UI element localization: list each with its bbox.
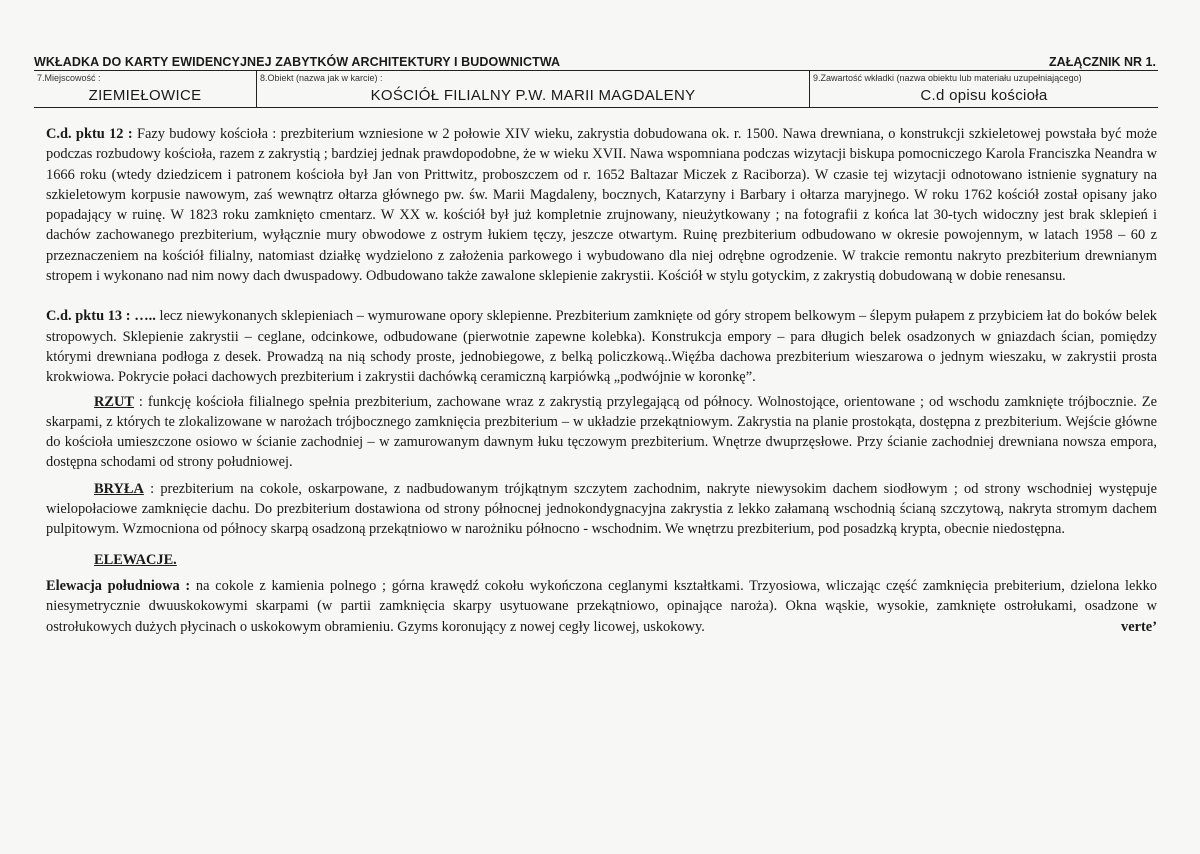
section-pkt13: [46, 306, 1157, 387]
section-lead: Elewacja południowa :: [46, 577, 191, 594]
section-text: lecz niewykonanych sklepieniach – wymurowane opory sklepienne. Prezbiterium zamknięte od góry stropem belkowym – ślepym pułapem z przybiciem łat do boków belek stropowych. Sklepienie zakrystii – ceglane, odcinkowe, odbudowane (pierwotnie zapewne kolebka). Konstrukcja empory – para długich belek osadzonych w gniazdach ścian, pomiędzy którymi drewniana podłoga z desek. Prowadzą na nią schody proste, jednobiegowe, z belką policzkową..Więźba dachowa prezbiterium wieszarowa o jednym wieszaku, w zakrystii prosta krokwiowa. Pokrycie połaci dachowych prezbiterium i zakrystii dachówką ceramiczną karpiówką „podwójnie w koronkę”.: [46, 308, 1157, 386]
document-body: [46, 124, 1157, 637]
section-heading: BRYŁA: [94, 480, 144, 497]
annex-number: ZAŁĄCZNIK NR 1.: [1049, 55, 1156, 69]
section-pkt12: [46, 124, 1157, 286]
section-text: Fazy budowy kościoła : prezbiterium wzniesione w 2 połowie XIV wieku, zakrystia dobudowana ok. r. 1500. Nawa drewniana, o konstrukcji szkieletowej powstała być może podczas rozbudowy kościoła, razem z zakrystią ; bardziej jednak prawdopodobne, że w wieku XVII. Nawa wspomniana podczas wizytacji biskupa pomocniczego Karola Franciszka Neandra w 1666 roku (wtedy dziedzicem i patronem kościoła był Jan von Prittwitz, proboszczem od r. 1652 Baltazar Miczek z Raciborza). W czasie tej wizytacji odnotowano istnienie sygnatury na szkieletowym korpusie nawowym, zaś wewnątrz ołtarza głównego pw. św. Marii Magdaleny, bocznych, Katarzyny i Barbary i ołtarza maryjnego. W roku 1762 kościół został opisany jako popadający w ruinę. W 1823 roku zamknięto cmentarz. W XX w. kościół był już kompletnie zrujnowany, nieużytkowany ; na fotografii z końca lat 30-tych widoczny jest brak sklepień i dachów zachowanego prezbiterium, wyłącznie mury obwodowe z ostrym łukiem tęczy, jeszcze otwartym. Ruinę prezbiterium odbudowano w okresie powojennym, w latach 1958 – 60 z przeznaczeniem na kościół filialny, natomiast działkę wydzielono z założenia parkowego i wybudowano dla niej odrębne ogrodzenie. W trakcie remontu nakryto prezbiterium drewnianym stropem i wykonano nad nim nowy dach dwuspadowy. Odbudowano także zawalone sklepienie zakrystii. Kościół w stylu gotyckim, z zakrystią dobudowaną w dobie renesansu.: [46, 126, 1157, 285]
section-lead: C.d. pktu 13 : …..: [46, 308, 156, 325]
section-text: na cokole z kamienia polnego ; górna krawędź cokołu wykończona ceglanymi kształtkami. Trzyosiowa, wliczając część zamknięcia prebiterium, dzielona lekko niesymetrycznie dwuuskokowymi skarpami (w partii zamknięcia skarpy usytuowane przekątniowo, opinające naroża). Okna wąskie, wysokie, zamknięte ostrołukami, osadzone w ostrołukowych dużych płycinach o uskokowym obramieniu. Gzyms koronujący z nowej cegły licowej, uskokowy.: [46, 577, 1157, 635]
section-text: : prezbiterium na cokole, oskarpowane, z nadbudowanym trójkątnym szczytem zachodnim, nakryte niewysokim dachem siodłowym ; od strony wschodniej występuje wielopołaciowe zamknięcie dachu. Do prezbiterium dostawiona od strony północnej jednokondygnacyjna zakrystia z lekko załamaną wschodnią ścianą szczytową, nakryta stromym dachem pulpitowym. Wzmocniona od północy skarpą osadzoną przekątniowo w narożniku północno - wschodnim. We wnętrzu prezbiterium, pod posadzką krypta, obecnie niedostępna.: [46, 480, 1157, 538]
verte-marker: verte’: [1121, 618, 1157, 635]
section-rzut: [46, 392, 1157, 473]
section-text: : funkcję kościoła filialnego spełnia prezbiterium, zachowane wraz z zakrystią przylegającą od północy. Wolnostojące, orientowane ; od wschodu zamknięte trójbocznie. Ze skarpami, z których te zlokalizowane w narożach trójbocznego zamknięcia prezbiterium – w układzie przekątniowym. Zakrystia na planie prostokąta, dostępna z prezbiterium. Wejście główne do kościoła umieszczone osiowo w ścianie zachodniej – w zamurowanym dawnym łuku tęczowym prezbiterium. Wnętrze dwuprzęsłowe. Przy ścianie zachodniej drewniana nowsza empora, dostępna schodami od strony południowej.: [46, 393, 1157, 471]
field-label: 9.Zawartość wkładki (nazwa obiektu lub materiału uzupełniającego): [813, 73, 1082, 83]
form-title: WKŁADKA DO KARTY EWIDENCYJNEJ ZABYTKÓW ARCHITEKTURY I BUDOWNICTWA: [34, 55, 561, 69]
section-lead: C.d. pktu 12 :: [46, 126, 133, 142]
section-south-elevation: [46, 576, 1157, 637]
section-heading: RZUT: [94, 393, 134, 410]
field-locality: [34, 71, 257, 108]
field-value: ZIEMIEŁOWICE: [88, 87, 202, 104]
field-value: C.d opisu kościoła: [920, 87, 1048, 104]
elevations-heading: ELEWACJE.: [94, 551, 177, 568]
section-bryla: [46, 479, 1157, 540]
field-contents: [810, 71, 1158, 108]
field-label: 7.Miejscowość :: [37, 73, 101, 83]
field-object: [257, 71, 810, 108]
field-label: 8.Obiekt (nazwa jak w karcie) :: [260, 73, 383, 83]
field-value: KOŚCIÓŁ FILIALNY P.W. MARII MAGDALENY: [370, 87, 696, 104]
